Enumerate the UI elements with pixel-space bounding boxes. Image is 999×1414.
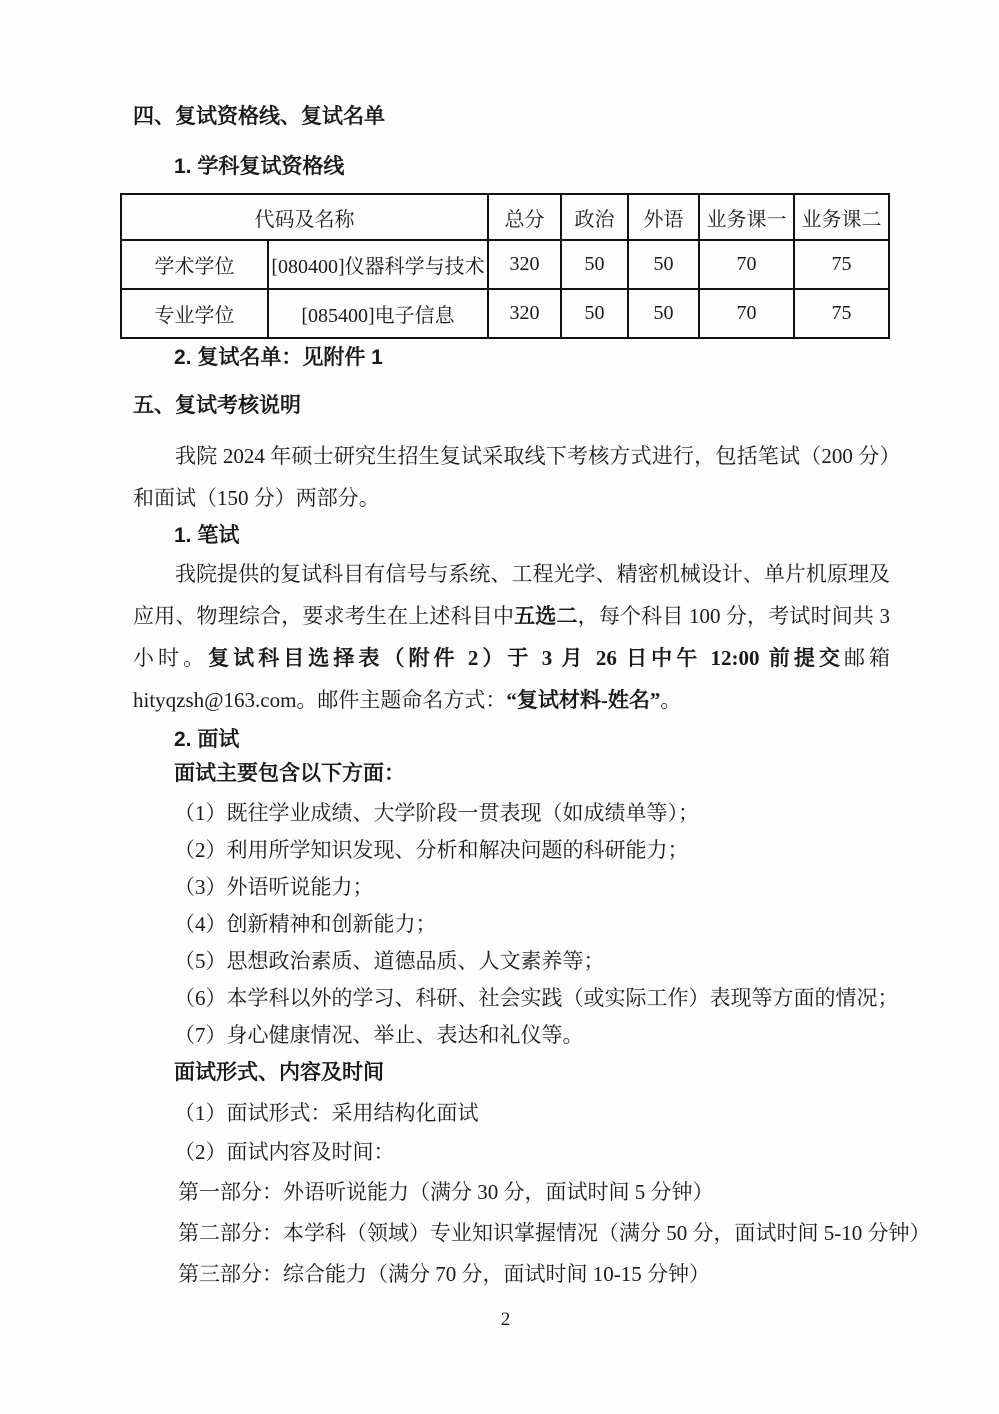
header-cell-foreign-language: 外语 [628, 194, 699, 240]
format-item-1: （1）面试形式：采用结构化面试 [174, 1101, 479, 1125]
cell-course1-score: 70 [699, 240, 794, 289]
aspect-item-5: （5）思想政治素质、道德品质、人文素养等； [174, 949, 605, 973]
header-cell-politics: 政治 [561, 194, 628, 240]
header-cell-course-2: 业务课二 [794, 194, 889, 240]
cell-course1-score: 70 [699, 289, 794, 338]
section-4-heading: 四、复试资格线、复试名单 [133, 105, 385, 128]
header-cell-total: 总分 [488, 194, 561, 240]
section-4-sub2-heading: 2. 复试名单：见附件 1 [174, 346, 383, 369]
section-5-intro-paragraph: 我院 2024 年硕士研究生招生复试采取线下考核方式进行，包括笔试（200 分）和面试（150 分）两部分。 [133, 444, 890, 510]
aspect-item-7: （7）身心健康情况、举止、表达和礼仪等。 [174, 1023, 584, 1047]
interview-format-list [133, 1094, 890, 1172]
cell-course2-score: 75 [794, 289, 889, 338]
written-exam-email-text: 邮箱 hityqzsh@163.com。邮件主题命名方式： [133, 646, 891, 712]
aspect-item-3: （3）外语听说能力； [174, 875, 374, 899]
header-cell-code-name: 代码及名称 [121, 194, 488, 240]
aspect-item-2: （2）利用所学知识发现、分析和解决问题的科研能力； [174, 838, 689, 862]
table-row [121, 289, 889, 338]
written-exam-text: ，每个科目 100 分，考试时间共 3 小时。 [133, 604, 891, 670]
cell-degree-category: 学术学位 [121, 240, 268, 289]
aspect-item-1: （1）既往学业成绩、大学阶段一贯表现（如成绩单等）； [174, 801, 699, 825]
interview-aspects-list [133, 795, 899, 1054]
table-row [121, 240, 889, 289]
interview-part-1: 第一部分：外语听说能力（满分 30 分，面试时间 5 分钟） [178, 1180, 714, 1204]
aspect-item-4: （4）创新精神和创新能力； [174, 912, 437, 936]
table-header-row [121, 194, 889, 240]
interview-aspects-label: 面试主要包含以下方面： [174, 762, 405, 785]
written-exam-deadline: 复试科目选择表（附件 2）于 3 月 26 日中午 12:00 前提交 [208, 646, 844, 670]
written-exam-paragraph [133, 553, 890, 721]
cell-program: [080400]仪器科学与技术 [268, 240, 488, 289]
cell-course2-score: 75 [794, 240, 889, 289]
format-item-2: （2）面试内容及时间： [174, 1140, 395, 1164]
cell-foreign-score: 50 [628, 240, 699, 289]
written-exam-text: 我院提供的复试科目有信号与系统、工程光学、精密机械设计、单片机原理及应用、物理综合，要求考生在上述科目中 [133, 562, 890, 628]
aspect-item-6: （6）本学科以外的学习、科研、社会实践（或实际工作）表现等方面的情况； [174, 986, 899, 1010]
cell-degree-category: 专业学位 [121, 289, 268, 338]
qualification-score-table [120, 193, 890, 339]
written-exam-text: 。 [660, 688, 682, 712]
interview-part-2: 第二部分：本学科（领域）专业知识掌握情况（满分 50 分，面试时间 5-10 分钟） [178, 1221, 931, 1245]
cell-politics-score: 50 [561, 289, 628, 338]
written-exam-choose-two: 五选二 [514, 604, 578, 628]
section-5-heading: 五、复试考核说明 [133, 394, 301, 417]
interview-heading: 2. 面试 [174, 728, 240, 751]
cell-politics-score: 50 [561, 240, 628, 289]
interview-format-label: 面试形式、内容及时间 [174, 1061, 384, 1084]
cell-total-score: 320 [488, 240, 561, 289]
email-subject-format: “复试材料-姓名” [506, 688, 661, 712]
page-number: 2 [500, 1309, 511, 1330]
section-4-sub1-heading: 1. 学科复试资格线 [174, 155, 345, 178]
written-exam-heading: 1. 笔试 [174, 524, 240, 547]
cell-total-score: 320 [488, 289, 561, 338]
header-cell-course-1: 业务课一 [699, 194, 794, 240]
cell-program: [085400]电子信息 [268, 289, 488, 338]
cell-foreign-score: 50 [628, 289, 699, 338]
interview-part-3: 第三部分：综合能力（满分 70 分，面试时间 10-15 分钟） [178, 1262, 710, 1286]
interview-parts-list [133, 1172, 931, 1295]
